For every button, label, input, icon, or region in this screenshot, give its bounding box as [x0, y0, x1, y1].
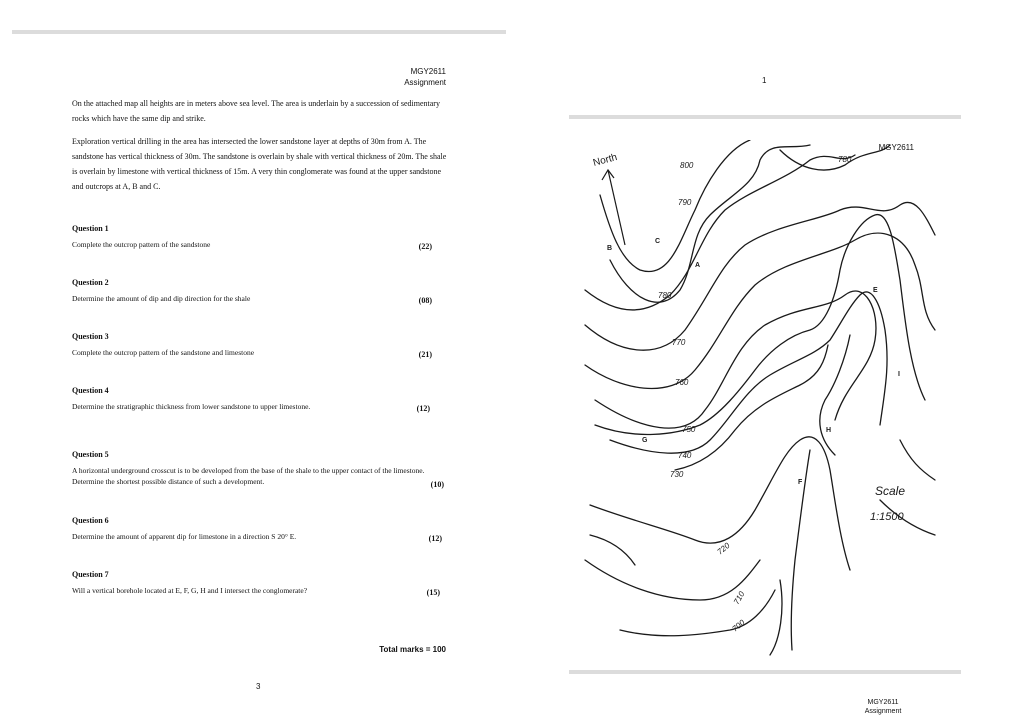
contour-label: 710: [731, 589, 747, 606]
right-page-footer: [852, 698, 914, 716]
footer-code: MGY2611: [867, 699, 899, 706]
contour-label: 730: [670, 470, 684, 479]
document-type: Assignment: [404, 78, 446, 87]
point-label-h: H: [826, 427, 832, 434]
contour-label: 780: [658, 291, 672, 300]
north-label: North: [591, 151, 619, 169]
question-marks: (12): [416, 404, 430, 413]
scale-value: 1:1500: [870, 511, 904, 523]
contour-700b: [770, 580, 782, 655]
scale-label: Scale: [875, 484, 906, 498]
contour-label: 740: [678, 451, 692, 460]
contour-label: 750: [682, 425, 696, 434]
point-label-i: I: [898, 371, 900, 378]
question-text: Will a vertical borehole located at E, F, G, H and I intersect the conglomerate?: [72, 586, 308, 595]
contour-inner: [590, 535, 635, 565]
question-title: Question 7: [72, 570, 109, 579]
contour-label: 780: [838, 155, 852, 164]
map-header-code: MGY2611: [878, 143, 914, 152]
page-separator-top-left: [12, 30, 506, 34]
question-marks: (08): [418, 296, 432, 305]
point-label-a: A: [695, 262, 701, 269]
question-5: [72, 450, 444, 487]
question-text: Determine the amount of dip and dip direction for the shale: [72, 294, 251, 303]
point-label-f: F: [798, 479, 803, 486]
course-code: MGY2611: [410, 67, 446, 76]
question-marks: (15): [426, 588, 440, 597]
contour-780: [585, 155, 855, 310]
contour-label: 700: [730, 618, 747, 634]
question-marks: (21): [418, 350, 432, 359]
contour-760a: [585, 233, 935, 388]
contour-710: [585, 560, 760, 600]
contour-map: [580, 140, 940, 660]
question-title: Question 1: [72, 224, 109, 233]
contour-label: 790: [678, 198, 692, 207]
north-arrow-icon: [602, 170, 625, 245]
page-separator-right-top: [569, 115, 961, 119]
contour-700: [620, 590, 775, 636]
question-text: Complete the outcrop pattern of the sandstone: [72, 240, 211, 249]
contour-760b: [595, 291, 876, 428]
contour-label: 720: [715, 541, 732, 557]
question-marks: (10): [430, 480, 444, 489]
intro-paragraph: On the attached map all heights are in meters above sea level. The area is underlain by a succession of sedimentary rocks which have the same dip and strike.: [72, 99, 440, 123]
contour-700c: [900, 440, 935, 480]
point-label-c: C: [655, 238, 661, 245]
contour-label: 760: [675, 378, 689, 387]
question-text: Determine the amount of apparent dip for limestone in a direction S 20° E.: [72, 532, 297, 541]
footer-type: Assignment: [864, 708, 902, 715]
page-separator-right-bottom: [569, 670, 961, 674]
question-6: [72, 516, 444, 542]
point-label-b: B: [607, 245, 613, 252]
total-marks: Total marks = 100: [379, 645, 446, 654]
page-number: 3: [256, 682, 261, 691]
question-title: Question 2: [72, 278, 109, 287]
top-page-number: 1: [762, 76, 767, 85]
contour-label: 770: [672, 338, 686, 347]
question-marks: (22): [418, 242, 432, 251]
intro-paragraph: Exploration vertical drilling in the area has intersected the lower sandstone layer at depths of 30m from A. The sandstone has vertical thickness of 30m. The sandstone is overlain by shale with vertical thickness of 20m. The shale is overlain by limestone with vertical thickness of 15m. A very thin conglomerate was found at the upper sandstone and outcrops at A, B and C.: [72, 137, 447, 191]
question-title: Question 6: [72, 516, 109, 525]
question-text: A horizontal underground crosscut is to be developed from the base of the shale to the upper contact of the limestone. Determine the shortest possible distance of such a development.: [72, 466, 425, 486]
question-marks: (12): [428, 534, 442, 543]
question-title: Question 4: [72, 386, 109, 395]
contour-740: [610, 292, 887, 453]
contour-790: [610, 145, 810, 302]
point-label-e: E: [873, 287, 878, 294]
point-label-g: G: [642, 437, 648, 444]
question-text: Determine the stratigraphic thickness from lower sandstone to upper limestone.: [72, 402, 311, 411]
contour-800: [600, 140, 750, 272]
question-title: Question 5: [72, 450, 109, 459]
contour-label: 800: [680, 161, 694, 170]
question-text: Complete the outcrop pattern of the sandstone and limestone: [72, 348, 255, 357]
page-header: [300, 66, 446, 88]
question-title: Question 3: [72, 332, 109, 341]
contour-730: [675, 345, 828, 470]
